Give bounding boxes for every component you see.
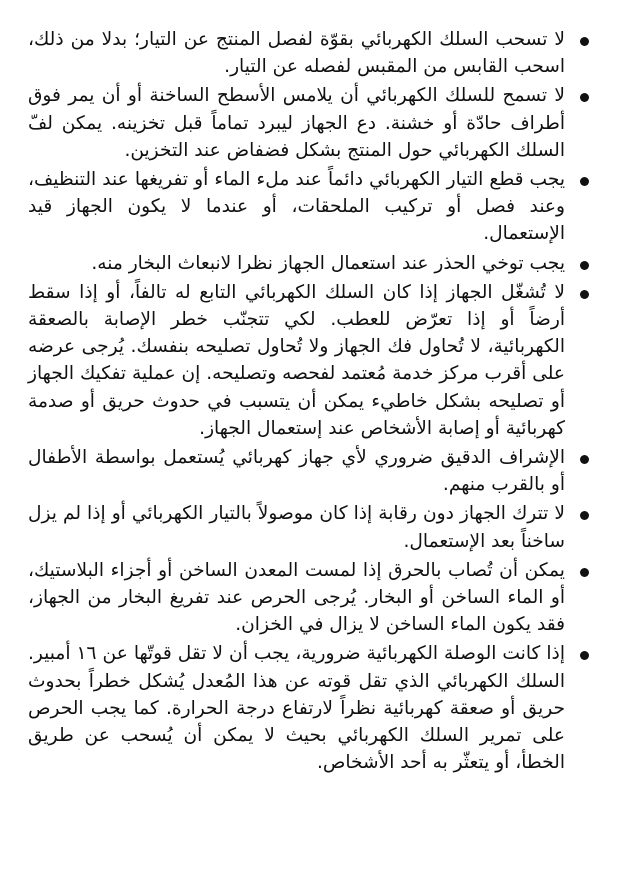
- list-item-text: لا تترك الجهاز دون رقابة إذا كان موصولاً بالتيار الكهربائي أو إذا لم يزل ساخناً بعد الإستعمال.: [28, 503, 565, 552]
- filled-circle-bullet-icon: [580, 261, 589, 270]
- filled-circle-bullet-icon: [580, 651, 589, 660]
- list-item-damaged-cord: [28, 279, 595, 442]
- list-item-text: لا تُشغّل الجهاز إذا كان السلك الكهربائي التابع له تالفاً، أو إذا سقط أرضاً أو إذا تعرّض للعطب. لكي تتجنّب خطر الإصابة بالصعقة الكهربائية، لا تُحاول فك الجهاز ولا تُحاول تصليحه بنفسك. يُرجى عرضه على أقرب مركز خدمة مُعتمد لفحصه وتصليحه. إن عملية تفكيك الجهاز أو تصليحه بشكل خاطيء يمكن أن يتسبب في حدوث حريق أو صدمة كهربائية أو إصابة الأشخاص عند إستعمال الجهاز.: [28, 281, 565, 439]
- filled-circle-bullet-icon: [580, 290, 589, 299]
- list-item-hot-surfaces: [28, 82, 595, 164]
- list-item-text: يمكن أن تُصاب بالحرق إذا لمست المعدن الساخن أو أجزاء البلاستيك، أو الماء الساخن أو البخار. يُرجى الحرص عند تفريغ البخار من الجهاز، فقد يكون الماء الساخن لا يزال في الخزان.: [28, 559, 565, 636]
- list-item-steam-caution: [28, 250, 595, 277]
- filled-circle-bullet-icon: [580, 455, 589, 464]
- list-item-unplug-cord: [28, 26, 595, 80]
- filled-circle-bullet-icon: [580, 511, 589, 520]
- list-item-extension-cord: [28, 640, 595, 776]
- list-item-text: لا تسمح للسلك الكهربائي أن يلامس الأسطح الساخنة أو أن يمر فوق أطراف حادّة أو خشنة. دع الجهاز ليبرد تماماً قبل تخزينه. يمكن لفّ السلك الكهربائي حول المنتج بشكل فضفاض عند التخزين.: [28, 85, 565, 161]
- filled-circle-bullet-icon: [580, 37, 589, 46]
- safety-warnings-list: [28, 26, 595, 776]
- list-item-text: الإشراف الدقيق ضروري لأي جهاز كهربائي يُستعمل بواسطة الأطفال أو بالقرب منهم.: [28, 447, 565, 496]
- filled-circle-bullet-icon: [580, 177, 589, 186]
- list-item-unattended: [28, 500, 595, 554]
- list-item-burn-risk: [28, 557, 595, 639]
- filled-circle-bullet-icon: [580, 93, 589, 102]
- list-item-disconnect-power: [28, 166, 595, 248]
- list-item-text: إذا كانت الوصلة الكهربائية ضرورية، يجب أن لا تقل قوتّها عن ١٦ أمبير. السلك الكهربائي الذي تقل قوته عن هذا المُعدل يُشكل خطراً بحدوث حريق أو صعقة كهربائية نظراً لارتفاع درجة الحرارة. كما يجب الحرص على تمرير السلك الكهربائي بحيث لا يمكن أن يُسحب عن طريق الخطأ، أو يتعثّر به أحد الأشخاص.: [28, 643, 565, 774]
- list-item-text: لا تسحب السلك الكهربائي بقوّة لفصل المنتج عن التيار؛ بدلا من ذلك، اسحب القابس من المقبس لفصله عن التيار.: [28, 29, 565, 78]
- list-item-child-supervision: [28, 444, 595, 498]
- list-item-text: يجب توخي الحذر عند استعمال الجهاز نظرا لانبعاث البخار منه.: [91, 252, 565, 274]
- list-item-text: يجب قطع التيار الكهربائي دائماً عند ملء الماء أو تفريغها عند التنظيف، وعند فصل أو تركيب الملحقات، أو عندما لا يكون الجهاز قيد الإستعمال.: [28, 169, 565, 245]
- filled-circle-bullet-icon: [580, 568, 589, 577]
